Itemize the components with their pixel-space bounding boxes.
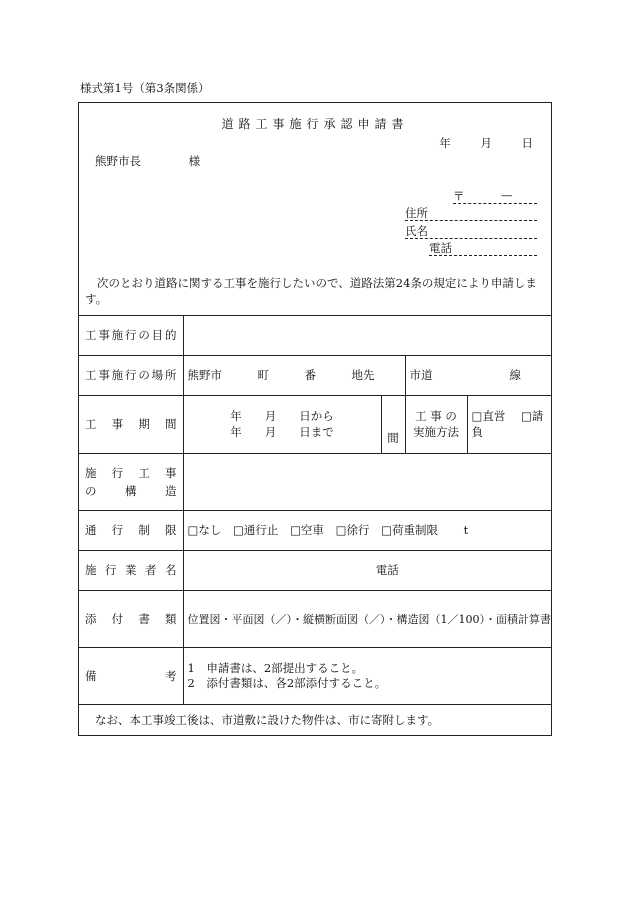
traffic-load-checkbox[interactable]: □荷重制限 bbox=[381, 523, 438, 537]
location-input[interactable] bbox=[183, 355, 405, 395]
period-span: 間 bbox=[381, 395, 405, 453]
traffic-closed-checkbox[interactable]: □通行止 bbox=[233, 523, 279, 537]
location-lot: 地先 bbox=[351, 368, 375, 382]
method-options bbox=[467, 395, 551, 453]
load-unit: t bbox=[463, 523, 469, 537]
phone-field[interactable] bbox=[429, 241, 537, 256]
traffic-empty-checkbox[interactable]: □空車 bbox=[290, 523, 324, 537]
period-input[interactable] bbox=[183, 395, 381, 453]
method-contract-checkbox[interactable]: □請負 bbox=[471, 409, 544, 439]
address-field[interactable] bbox=[405, 206, 537, 221]
traffic-slow-checkbox[interactable]: □徐行 bbox=[335, 523, 370, 537]
road-line: 線 bbox=[509, 368, 521, 382]
purpose-input[interactable] bbox=[183, 316, 551, 355]
remark-2: 2 添付書類は、各2部添付すること。 bbox=[187, 675, 387, 690]
contractor-label: 施行業者名 bbox=[79, 550, 183, 590]
method-direct-checkbox[interactable]: □直営 bbox=[471, 409, 506, 423]
location-number: 番 bbox=[304, 368, 316, 382]
attachments-value: 位置図・平面図（／）・縦横断面図（／）・構造図（1／100）・面積計算書 bbox=[183, 590, 551, 647]
method-label: 工 事 の 実施方法 bbox=[405, 395, 467, 453]
period-label: 工事期間 bbox=[79, 395, 183, 453]
application-statement: 次のとおり道路に関する工事を施行したいので、道路法第24条の規定により申請します。 bbox=[85, 276, 537, 306]
postal-code-field[interactable] bbox=[453, 189, 537, 204]
attachments-label: 添付書類 bbox=[79, 590, 183, 647]
period-to: 年 月 日まで bbox=[230, 425, 334, 439]
remark-1: 1 申請書は、2部提出すること。 bbox=[187, 660, 364, 675]
traffic-label: 通行制限 bbox=[79, 510, 183, 550]
form-header bbox=[79, 103, 551, 316]
location-town: 町 bbox=[257, 368, 269, 382]
address-label: 住所 bbox=[405, 206, 428, 220]
table-row bbox=[79, 316, 551, 355]
application-form bbox=[78, 102, 552, 736]
location-city: 熊野市 bbox=[187, 368, 222, 382]
location-label: 工事施行の場所 bbox=[79, 355, 183, 395]
addressee bbox=[95, 153, 200, 169]
footer-note: なお、本工事竣工後は、市道敷に設けた物件は、市に寄附します。 bbox=[79, 704, 551, 735]
postal-mark: 〒 bbox=[453, 189, 465, 203]
date-day: 日 bbox=[521, 136, 533, 150]
contractor-input[interactable] bbox=[183, 550, 551, 590]
postal-dash: — bbox=[501, 188, 513, 202]
traffic-options bbox=[183, 510, 551, 550]
form-table bbox=[79, 316, 551, 704]
structure-label: 施行工事 の構造 bbox=[79, 453, 183, 510]
date-year: 年 bbox=[439, 136, 451, 150]
form-number: 様式第1号（第3条関係） bbox=[80, 81, 210, 95]
table-row bbox=[79, 550, 551, 590]
addressee-honorific: 様 bbox=[188, 154, 201, 168]
remarks-notes bbox=[183, 647, 551, 704]
traffic-none-checkbox[interactable]: □なし bbox=[187, 523, 222, 537]
name-field[interactable] bbox=[405, 224, 537, 239]
road-label: 市道 bbox=[409, 368, 433, 382]
phone-label: 電話 bbox=[429, 241, 452, 255]
date-line bbox=[413, 135, 533, 151]
addressee-name: 熊野市長 bbox=[95, 154, 141, 168]
table-row bbox=[79, 647, 551, 704]
purpose-label: 工事施行の目的 bbox=[85, 328, 177, 343]
form-title: 道路工事施行承認申請書 bbox=[221, 117, 409, 131]
date-month: 月 bbox=[480, 136, 492, 150]
table-row bbox=[79, 355, 551, 395]
table-row bbox=[79, 510, 551, 550]
period-from: 年 月 日から bbox=[230, 409, 334, 423]
table-row bbox=[79, 453, 551, 510]
table-row bbox=[79, 590, 551, 647]
table-row bbox=[79, 395, 551, 453]
remarks-label: 備考 bbox=[79, 647, 183, 704]
name-label: 氏名 bbox=[405, 224, 428, 238]
structure-input[interactable] bbox=[183, 453, 551, 510]
contractor-phone-label: 電話 bbox=[375, 563, 399, 577]
road-input[interactable] bbox=[405, 355, 551, 395]
